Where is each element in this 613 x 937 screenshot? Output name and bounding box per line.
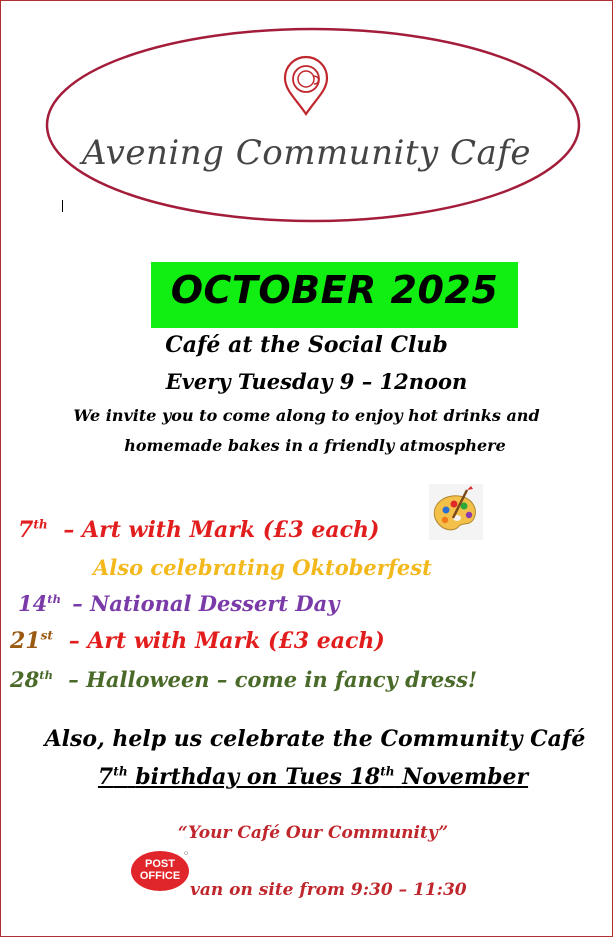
celebration-line-1: Also, help us celebrate the Community Café: [44, 726, 586, 752]
invite-line-1: We invite you to come along to enjoy hot drinks and: [73, 406, 540, 425]
text-cursor: [62, 200, 63, 212]
event-row: 21st – Art with Mark (£3 each): [10, 628, 385, 654]
slogan: “Your Café Our Community”: [177, 823, 449, 843]
event-row: 7th – Art with Mark (£3 each): [18, 517, 380, 543]
location-pin-coffee-cup-icon: [281, 54, 331, 116]
event-row: 14th – National Dessert Day: [18, 591, 340, 616]
event-note: Also celebrating Oktoberfest: [93, 555, 432, 580]
schedule-line: Every Tuesday 9 – 12noon: [165, 369, 468, 394]
venue-line: Café at the Social Club: [165, 332, 448, 358]
paint-palette-icon: [429, 484, 483, 540]
celebration-line-2: 7th birthday on Tues 18th November: [97, 764, 529, 790]
van-time: van on site from 9:30 – 11:30: [190, 880, 467, 900]
post-office-logo-text: POST OFFICE: [139, 858, 181, 882]
month-title: OCTOBER 2025: [170, 268, 499, 312]
event-row: 28th – Halloween – come in fancy dress!: [10, 667, 478, 692]
logo-name: Avening Community Cafe: [81, 133, 532, 173]
invite-line-2: homemade bakes in a friendly atmosphere: [124, 436, 506, 455]
